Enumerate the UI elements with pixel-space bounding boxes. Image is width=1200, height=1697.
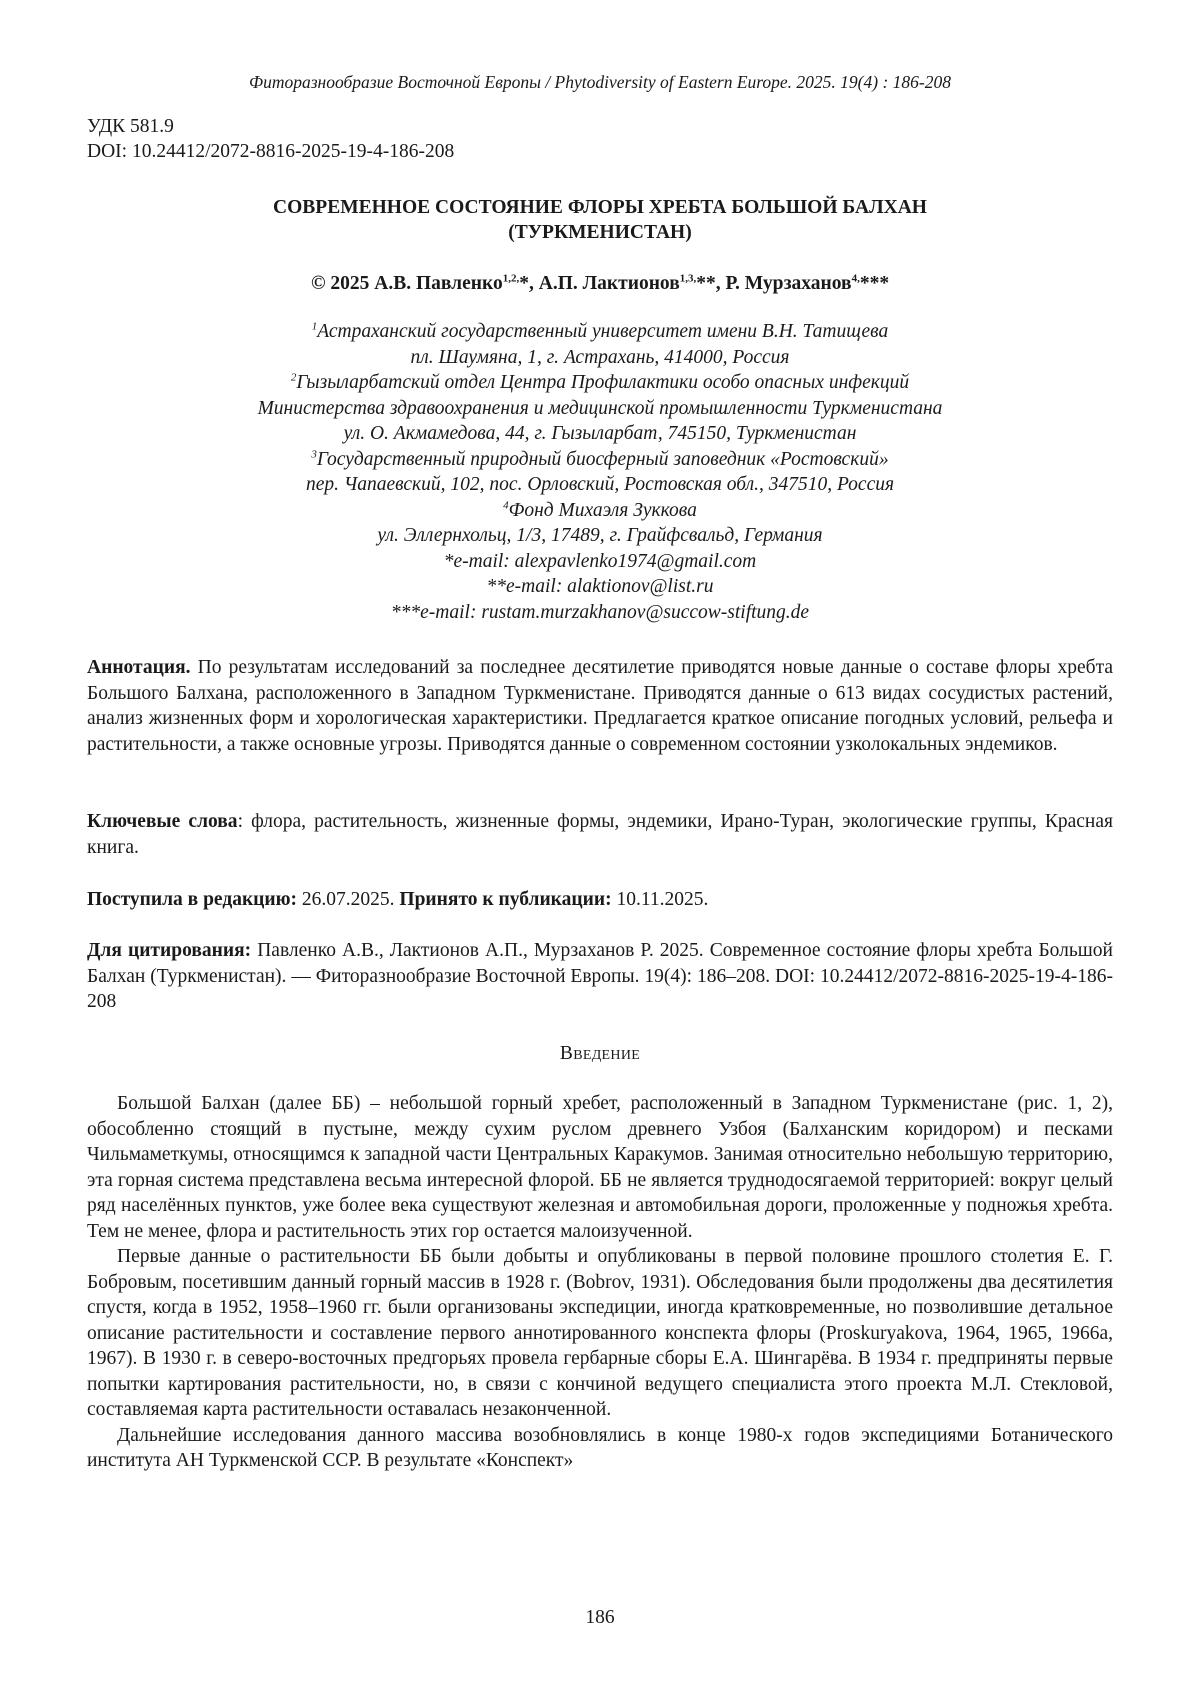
- udk-code: УДК 581.9: [87, 114, 454, 139]
- citation-text: Павленко А.В., Лактионов А.П., Мурзаханов Р. 2025. Современное состояние флоры хребта Большой Балхан (Туркменистан). — Фиторазнообразие Восточной Европы. 19(4): 186–208. DOI: 10.24412/2072-8816-2025-19-4-186-208: [87, 940, 1113, 1012]
- introduction-body: [87, 1091, 1113, 1474]
- abstract: [87, 655, 1113, 757]
- keywords-label: Ключевые слова: [87, 811, 238, 832]
- email-line: *e-mail: alexpavlenko1974@gmail.com: [120, 549, 1080, 575]
- author-name: А.В. Павленко: [374, 273, 502, 294]
- section-heading: Введение: [0, 1043, 1200, 1065]
- abstract-text: По результатам исследований за последнее десятилетие приводятся новые данные о составе флоры хребта Большого Балхана, расположенного в Западном Туркменистане. Приводятся данные о 613 видах сосудистых растений, анализ жизненных форм и хорологическая характеристики. Предлагается краткое описание погодных условий, рельефа и растительности, а также основные угрозы. Приводятся данные о современном состоянии узколокальных эндемиков.: [87, 657, 1113, 755]
- email-line: **e-mail: alaktionov@list.ru: [120, 574, 1080, 600]
- paragraph: Большой Балхан (далее ББ) – небольшой горный хребет, расположенный в Западном Туркменистане (рис. 1, 2), обособленно стоящий в пустыне, между сухим руслом древнего Узбоя (Балханским коридором) и песками Чильмаметкумы, относящимся к западной части Центральных Каракумов. Занимая относительно небольшую территорию, эта горная система представлена весьма интересной флорой. ББ не является труднодосягаемой территорией: вокруг целый ряд населённых пунктов, уже более века существуют железная и автомобильная дороги, проложенные у подножья хребта. Тем не менее, флора и растительность этих гор остается малоизученной.: [87, 1091, 1113, 1244]
- affiliation-line: Министерства здравоохранения и медицинской промышленности Туркменистана: [120, 396, 1080, 422]
- affiliations: [120, 319, 1080, 625]
- affiliation-line: 2Гызыларбатский отдел Центра Профилактики особо опасных инфекций: [120, 370, 1080, 396]
- author-mark: **,: [696, 273, 725, 294]
- author-name: Р. Мурзаханов: [725, 273, 851, 294]
- received-date: 26.07.2025.: [297, 889, 399, 910]
- affiliation-line: ул. Эллернхольц, 1/3, 17489, г. Грайфсвальд, Германия: [120, 523, 1080, 549]
- affiliation-line: ул. О. Акмамедова, 44, г. Гызыларбат, 745150, Туркменистан: [120, 421, 1080, 447]
- affiliation-line: 4Фонд Михаэля Зуккова: [120, 498, 1080, 524]
- author-name: А.П. Лактионов: [539, 273, 680, 294]
- paragraph: Первые данные о растительности ББ были добыты и опубликованы в первой половине прошлого столетия Е. Г. Бобровым, посетившим данный горный массив в 1928 г. (Bobrov, 1931). Обследования были продолжены два десятилетия спустя, когда в 1952, 1958–1960 гг. были организованы экспедиции, иногда кратковременные, но позволившие детальное описание растительности и составление первого аннотированного конспекта флоры (Proskuryakova, 1964, 1965, 1966a, 1967). В 1930 г. в северо-восточных предгорьях провела гербарные сборы Е.А. Шингарёва. В 1934 г. предприняты первые попытки картирования растительности, но, в связи с кончиной ведущего специалиста этого проекта М.Л. Стекловой, составляемая карта растительности оставалась незаконченной.: [87, 1244, 1113, 1423]
- author-affiliation-sup: 1,3,: [680, 273, 697, 285]
- author-mark: *,: [519, 273, 539, 294]
- accepted-date: 10.11.2025.: [612, 889, 709, 910]
- citation: [87, 938, 1113, 1015]
- citation-label: Для цитирования:: [87, 940, 251, 961]
- copyright-prefix: © 2025: [311, 273, 374, 294]
- email-line: ***e-mail: rustam.murzakhanov@succow-stiftung.de: [120, 600, 1080, 626]
- running-head: Фиторазнообразие Восточной Европы / Phytodiversity of Eastern Europe. 2025. 19(4) : 186-208: [0, 72, 1200, 93]
- keywords-text: : флора, растительность, жизненные формы, эндемики, Ирано-Туран, экологические группы, Красная книга.: [87, 811, 1113, 858]
- paragraph: Дальнейшие исследования данного массива возобновлялись в конце 1980-х годов экспедициями Ботанического института АН Туркменской ССР. В результате «Конспект»: [87, 1423, 1113, 1474]
- author-affiliation-sup: 1,2,: [503, 273, 520, 285]
- journal-page: [0, 0, 1200, 1697]
- affiliation-line: 1Астраханский государственный университет имени В.Н. Татищева: [120, 319, 1080, 345]
- page-number: 186: [0, 1607, 1200, 1629]
- article-title: [120, 195, 1080, 245]
- author-mark: ***: [860, 273, 889, 294]
- title-line-2: (ТУРКМЕНИСТАН): [120, 220, 1080, 245]
- doi: DOI: 10.24412/2072-8816-2025-19-4-186-208: [87, 139, 454, 164]
- affiliation-line: 3Государственный природный биосферный заповедник «Ростовский»: [120, 447, 1080, 473]
- affiliation-line: пер. Чапаевский, 102, пос. Орловский, Ростовская обл., 347510, Россия: [120, 472, 1080, 498]
- article-meta: [87, 114, 454, 164]
- author-affiliation-sup: 4,: [852, 273, 860, 285]
- accepted-label: Принято к публикации:: [399, 889, 611, 910]
- received-label: Поступила в редакцию:: [87, 889, 297, 910]
- affiliation-line: пл. Шаумяна, 1, г. Астрахань, 414000, Россия: [120, 345, 1080, 371]
- submission-dates: [87, 887, 1113, 913]
- keywords: [87, 809, 1113, 860]
- author-list: [120, 271, 1080, 296]
- abstract-label: Аннотация.: [87, 657, 191, 678]
- title-line-1: СОВРЕМЕННОЕ СОСТОЯНИЕ ФЛОРЫ ХРЕБТА БОЛЬШОЙ БАЛХАН: [120, 195, 1080, 220]
